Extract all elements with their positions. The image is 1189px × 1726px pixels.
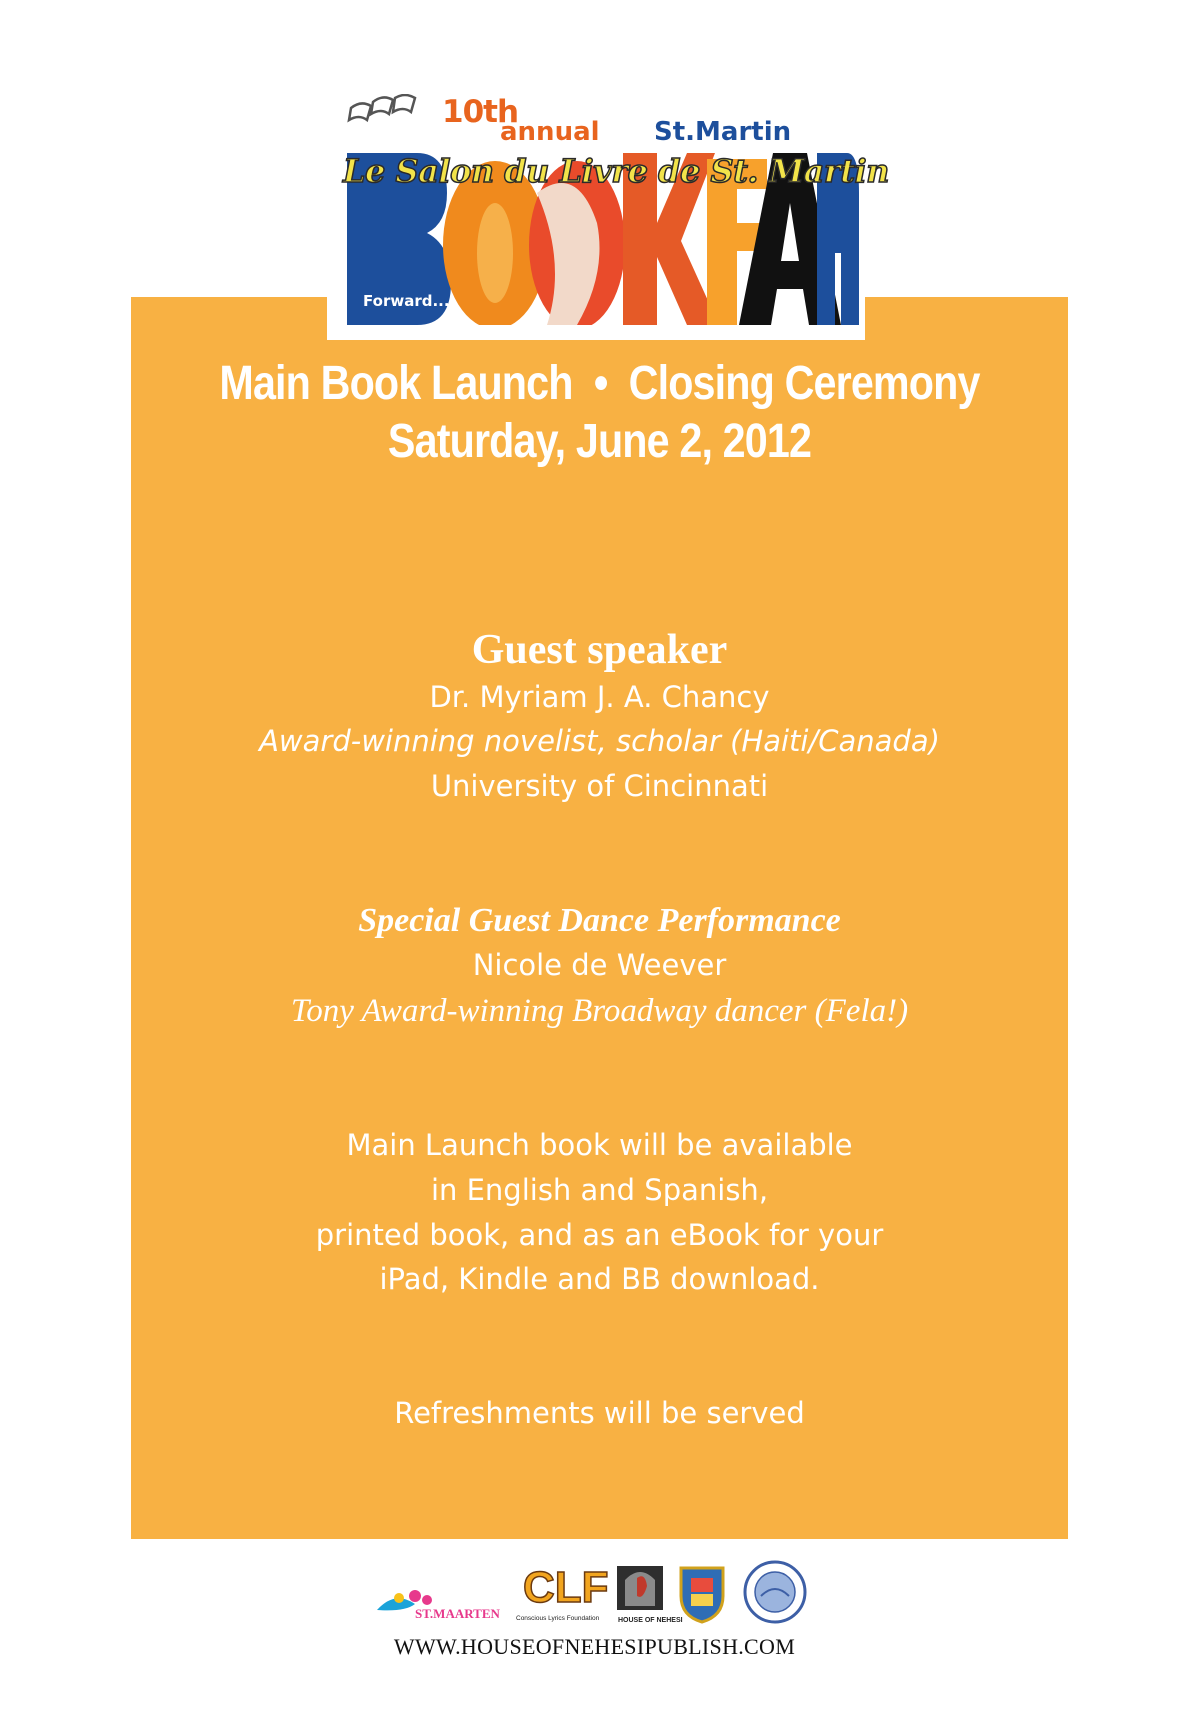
dance-heading: Special Guest Dance Performance <box>358 902 841 939</box>
st-maarten-text: ST.MAARTEN <box>415 1606 500 1621</box>
book-fair-logo <box>327 88 889 340</box>
website-url[interactable]: WWW.HOUSEOFNEHESIPUBLISH.COM <box>393 1634 796 1659</box>
guest-name: Dr. Myriam J. A. Chancy <box>429 680 770 714</box>
logo-tagline: Forward... <box>363 292 450 310</box>
logo-place: St.Martin <box>654 117 792 147</box>
clf-text: CLF <box>523 1563 609 1612</box>
university-seal-logo <box>745 1562 805 1622</box>
house-of-nehesi-text: HOUSE OF NEHESI <box>618 1617 683 1624</box>
sponsor-logos <box>375 1556 835 1626</box>
refreshments-note: Refreshments will be served <box>394 1396 805 1430</box>
event-title: Main Book Launch • Closing Ceremony <box>219 357 980 410</box>
guest-heading: Guest speaker <box>471 627 728 673</box>
logo-salon: Le Salon du Livre de St. Martin <box>343 152 889 190</box>
coat-of-arms-logo <box>681 1568 723 1622</box>
event-date: Saturday, June 2, 2012 <box>387 415 812 468</box>
st-maarten-logo <box>377 1590 501 1621</box>
house-of-nehesi-logo <box>617 1566 683 1624</box>
availability-line: iPad, Kindle and BB download. <box>379 1262 820 1296</box>
logo-annual: annual <box>500 117 600 147</box>
clf-caption: Conscious Lyrics Foundation <box>516 1615 600 1622</box>
dance-description: Tony Award-winning Broadway dancer (Fela!) <box>290 993 909 1029</box>
logo-tenth: 10th <box>442 94 519 130</box>
guest-affiliation: University of Cincinnati <box>430 769 769 803</box>
availability-line: Main Launch book will be available <box>346 1128 853 1162</box>
guest-description: Award-winning novelist, scholar (Haiti/Canada) <box>259 724 940 758</box>
flying-books-icon <box>347 94 417 134</box>
dance-name: Nicole de Weever <box>472 948 727 982</box>
clf-logo <box>516 1560 609 1622</box>
availability-line: in English and Spanish, <box>430 1173 769 1207</box>
availability-line: printed book, and as an eBook for your <box>315 1218 884 1252</box>
